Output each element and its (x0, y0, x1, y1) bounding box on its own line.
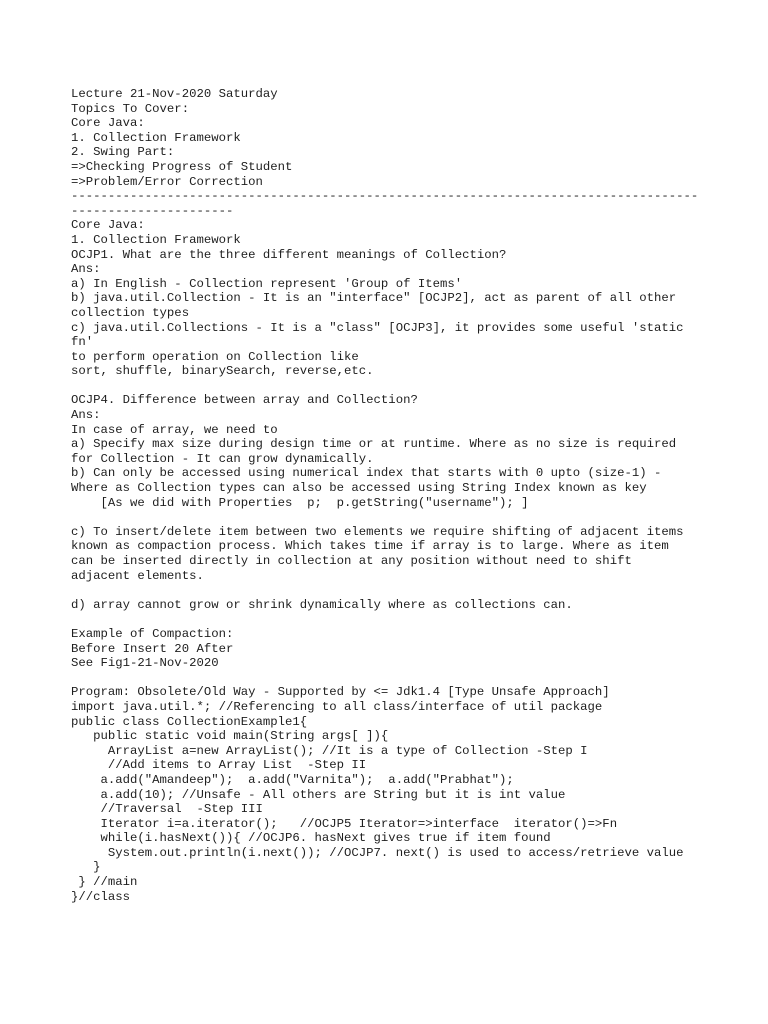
text-line: collection types (71, 305, 190, 320)
text-line: 1. Collection Framework (71, 232, 241, 247)
text-line: fn' (71, 335, 94, 350)
text-line: ArrayList a=new ArrayList(); //It is a type of Collection -Step I (71, 743, 588, 758)
text-line: Ans: (71, 262, 101, 277)
text-line: adjacent elements. (71, 568, 204, 583)
text-line: while(i.hasNext()){ //OCJP6. hasNext gives true if item found (71, 831, 551, 846)
text-line: =>Problem/Error Correction (71, 174, 263, 189)
text-line: b) java.util.Collection - It is an "interface" [OCJP2], act as parent of all other (71, 291, 677, 306)
text-line: } //main (71, 875, 138, 890)
text-line: System.out.println(i.next()); //OCJP7. next() is used to access/retrieve value (71, 845, 684, 860)
text-line: d) array cannot grow or shrink dynamically where as collections can. (71, 597, 573, 612)
text-line: Ans: (71, 408, 101, 423)
text-line: Before Insert 20 After (71, 641, 234, 656)
text-line: Where as Collection types can also be accessed using String Index known as key (71, 481, 647, 496)
text-line: public static void main(String args[ ]){ (71, 729, 389, 744)
text-line: Core Java: (71, 218, 145, 233)
text-line (71, 612, 751, 627)
text-line (71, 583, 751, 598)
text-line: [As we did with Properties p; p.getString("username"); ] (71, 495, 529, 510)
text-line: ---------------------- (71, 203, 234, 218)
text-line: OCJP1. What are the three different meanings of Collection? (71, 247, 507, 262)
text-line: to perform operation on Collection like (71, 349, 359, 364)
text-line: can be inserted directly in collection at any position without need to shift (71, 554, 632, 568)
text-line: public class CollectionExample1{ (71, 714, 308, 729)
text-line: for Collection - It can grow dynamically. (71, 451, 374, 466)
text-line: Program: Obsolete/Old Way - Supported by <= Jdk1.4 [Type Unsafe Approach] (71, 685, 610, 700)
text-line: b) Can only be accessed using numerical index that starts with 0 upto (size-1) - (71, 466, 662, 481)
text-line: //Traversal -Step III (71, 802, 263, 817)
text-line (71, 379, 751, 394)
text-line: =>Checking Progress of Student (71, 159, 293, 174)
text-line: a.add("Amandeep"); a.add("Varnita"); a.add("Prabhat"); (71, 772, 514, 787)
text-line: Core Java: (71, 116, 145, 131)
text-line: Topics To Cover: (71, 101, 190, 116)
text-line: }//class (71, 889, 131, 904)
text-line: a) In English - Collection represent 'Group of Items' (71, 276, 463, 291)
text-line: a.add(10); //Unsafe - All others are String but it is int value (71, 787, 566, 802)
text-line: c) java.util.Collections - It is a "class" [OCJP3], it provides some useful 'static (71, 320, 684, 335)
text-line: import java.util.*; //Referencing to all class/interface of util package (71, 699, 603, 714)
text-line: sort, shuffle, binarySearch, reverse,etc. (71, 364, 374, 379)
text-line: In case of array, we need to (71, 422, 278, 437)
text-line (71, 671, 751, 686)
document-text (71, 87, 751, 904)
text-line: Iterator i=a.iterator(); //OCJP5 Iterator=>interface iterator()=>Fn (71, 816, 618, 831)
text-line: Lecture 21-Nov-2020 Saturday (71, 87, 278, 101)
text-line: //Add items to Array List -Step II (71, 758, 367, 773)
text-line: Example of Compaction: (71, 626, 234, 641)
text-line: } (71, 860, 101, 875)
text-line: 2. Swing Part: (71, 145, 175, 160)
text-line: a) Specify max size during design time or at runtime. Where as no size is required (71, 437, 677, 452)
text-line: 1. Collection Framework (71, 130, 241, 145)
text-line: OCJP4. Difference between array and Collection? (71, 393, 418, 408)
text-line: c) To insert/delete item between two elements we require shifting of adjacent items (71, 524, 684, 539)
text-line: See Fig1-21-Nov-2020 (71, 656, 219, 671)
text-line: known as compaction process. Which takes time if array is to large. Where as item (71, 539, 669, 554)
text-line: ------------------------------------------------------------------------------------- (71, 189, 699, 204)
text-line (71, 510, 751, 525)
